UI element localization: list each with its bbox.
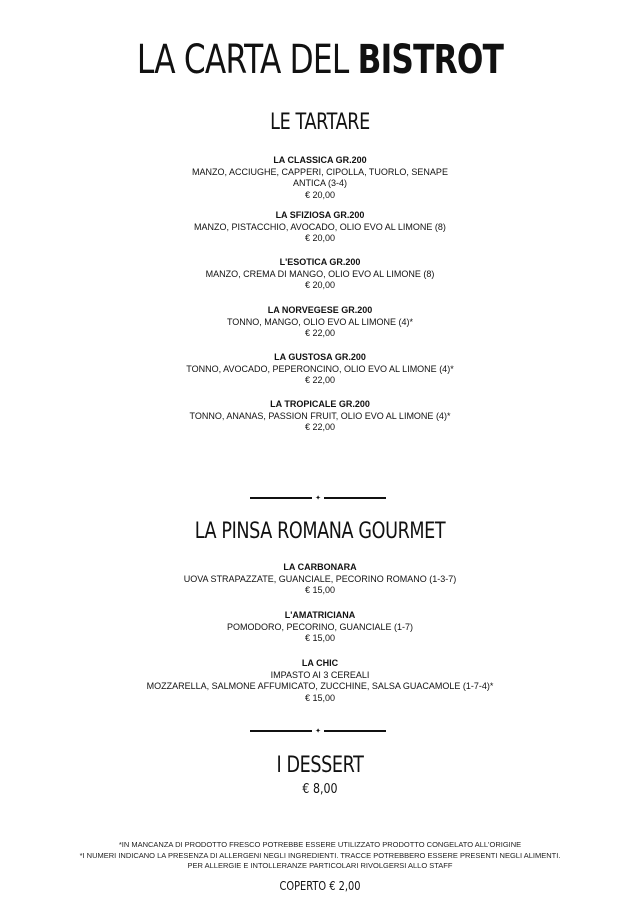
allergen-notes bbox=[0, 840, 640, 872]
section-title-pinsa: LA PINSA ROMANA GOURMET bbox=[194, 519, 446, 544]
divider-line-left bbox=[250, 730, 312, 732]
item-description: MANZO, ACCIUGHE, CAPPERI, CIPOLLA, TUORLO, SENAPE bbox=[192, 166, 448, 177]
menu-item bbox=[0, 305, 640, 340]
note-line: *I NUMERI INDICANO LA PRESENZA DI ALLERGENI NEGLI INGREDIENTI. TRACCE POTREBBERO ESSERE PRESENTI NEGLI ALIMENTI. bbox=[79, 850, 561, 860]
menu-item bbox=[0, 352, 640, 387]
item-description: IMPASTO AI 3 CEREALI bbox=[270, 669, 370, 680]
item-description-cont: MOZZARELLA, SALMONE AFFUMICATO, ZUCCHINE, SALSA GUACAMOLE (1-7-4)* bbox=[146, 681, 494, 692]
item-description: POMODORO, PECORINO, GUANCIALE (1-7) bbox=[226, 621, 414, 632]
item-price: € 22,00 bbox=[304, 375, 336, 386]
section-title-tartare: LE TARTARE bbox=[270, 110, 370, 135]
item-name: LA CLASSICA GR.200 bbox=[273, 155, 367, 165]
divider-ornament-icon: ✦ bbox=[315, 727, 321, 735]
divider-line-right bbox=[324, 730, 386, 732]
item-price: € 20,00 bbox=[304, 190, 336, 201]
page-title bbox=[70, 36, 569, 84]
item-description: TONNO, ANANAS, PASSION FRUIT, OLIO EVO AL LIMONE (4)* bbox=[189, 410, 451, 421]
title-bold: BISTROT bbox=[357, 37, 504, 83]
note-line: *IN MANCANZA DI PRODOTTO FRESCO POTREBBE ESSERE UTILIZZATO PRODOTTO CONGELATO ALL'ORIGINE bbox=[118, 840, 522, 849]
menu-item bbox=[0, 610, 640, 645]
menu-item bbox=[0, 155, 640, 202]
menu-item bbox=[0, 399, 640, 434]
divider-line-left bbox=[250, 497, 312, 499]
item-price: € 20,00 bbox=[304, 233, 336, 244]
section-divider bbox=[250, 494, 386, 502]
note-line: PER ALLERGIE E INTOLLERANZE PARTICOLARI RIVOLGERSI ALLO STAFF bbox=[187, 861, 453, 870]
divider-ornament-icon: ✦ bbox=[315, 494, 321, 502]
menu-item bbox=[0, 658, 640, 705]
item-name: LA GUSTOSA GR.200 bbox=[274, 352, 366, 362]
item-description: MANZO, PISTACCHIO, AVOCADO, OLIO EVO AL LIMONE (8) bbox=[194, 221, 446, 232]
item-description-cont: ANTICA (3-4) bbox=[292, 178, 347, 189]
item-description: TONNO, AVOCADO, PEPERONCINO, OLIO EVO AL LIMONE (4)* bbox=[186, 363, 454, 374]
item-name: LA CARBONARA bbox=[283, 562, 357, 572]
menu-item bbox=[0, 210, 640, 245]
menu-item bbox=[0, 562, 640, 597]
item-name: L'ESOTICA GR.200 bbox=[279, 257, 361, 267]
item-price: € 22,00 bbox=[304, 422, 336, 433]
item-name: LA NORVEGESE GR.200 bbox=[267, 305, 373, 315]
item-price: € 22,00 bbox=[304, 328, 336, 339]
item-name: LA SFIZIOSA GR.200 bbox=[275, 210, 365, 220]
item-name: L'AMATRICIANA bbox=[284, 610, 356, 620]
item-description: UOVA STRAPAZZATE, GUANCIALE, PECORINO ROMANO (1-3-7) bbox=[183, 573, 457, 584]
cover-charge: COPERTO € 2,00 bbox=[279, 879, 361, 893]
item-price: € 15,00 bbox=[304, 633, 336, 644]
menu-item bbox=[0, 257, 640, 292]
title-light: LA CARTA DEL bbox=[136, 37, 358, 83]
item-description: TONNO, MANGO, OLIO EVO AL LIMONE (4)* bbox=[226, 316, 414, 327]
item-name: LA CHIC bbox=[301, 658, 339, 668]
section-title-dessert: I DESSERT bbox=[276, 753, 364, 778]
dessert-price: € 8,00 bbox=[302, 782, 338, 797]
item-name: LA TROPICALE GR.200 bbox=[270, 399, 370, 409]
divider-line-right bbox=[324, 497, 386, 499]
item-price: € 15,00 bbox=[304, 585, 336, 596]
item-description: MANZO, CREMA DI MANGO, OLIO EVO AL LIMONE (8) bbox=[205, 268, 435, 279]
item-price: € 20,00 bbox=[304, 280, 336, 291]
section-divider bbox=[250, 727, 386, 735]
item-price: € 15,00 bbox=[304, 693, 336, 704]
